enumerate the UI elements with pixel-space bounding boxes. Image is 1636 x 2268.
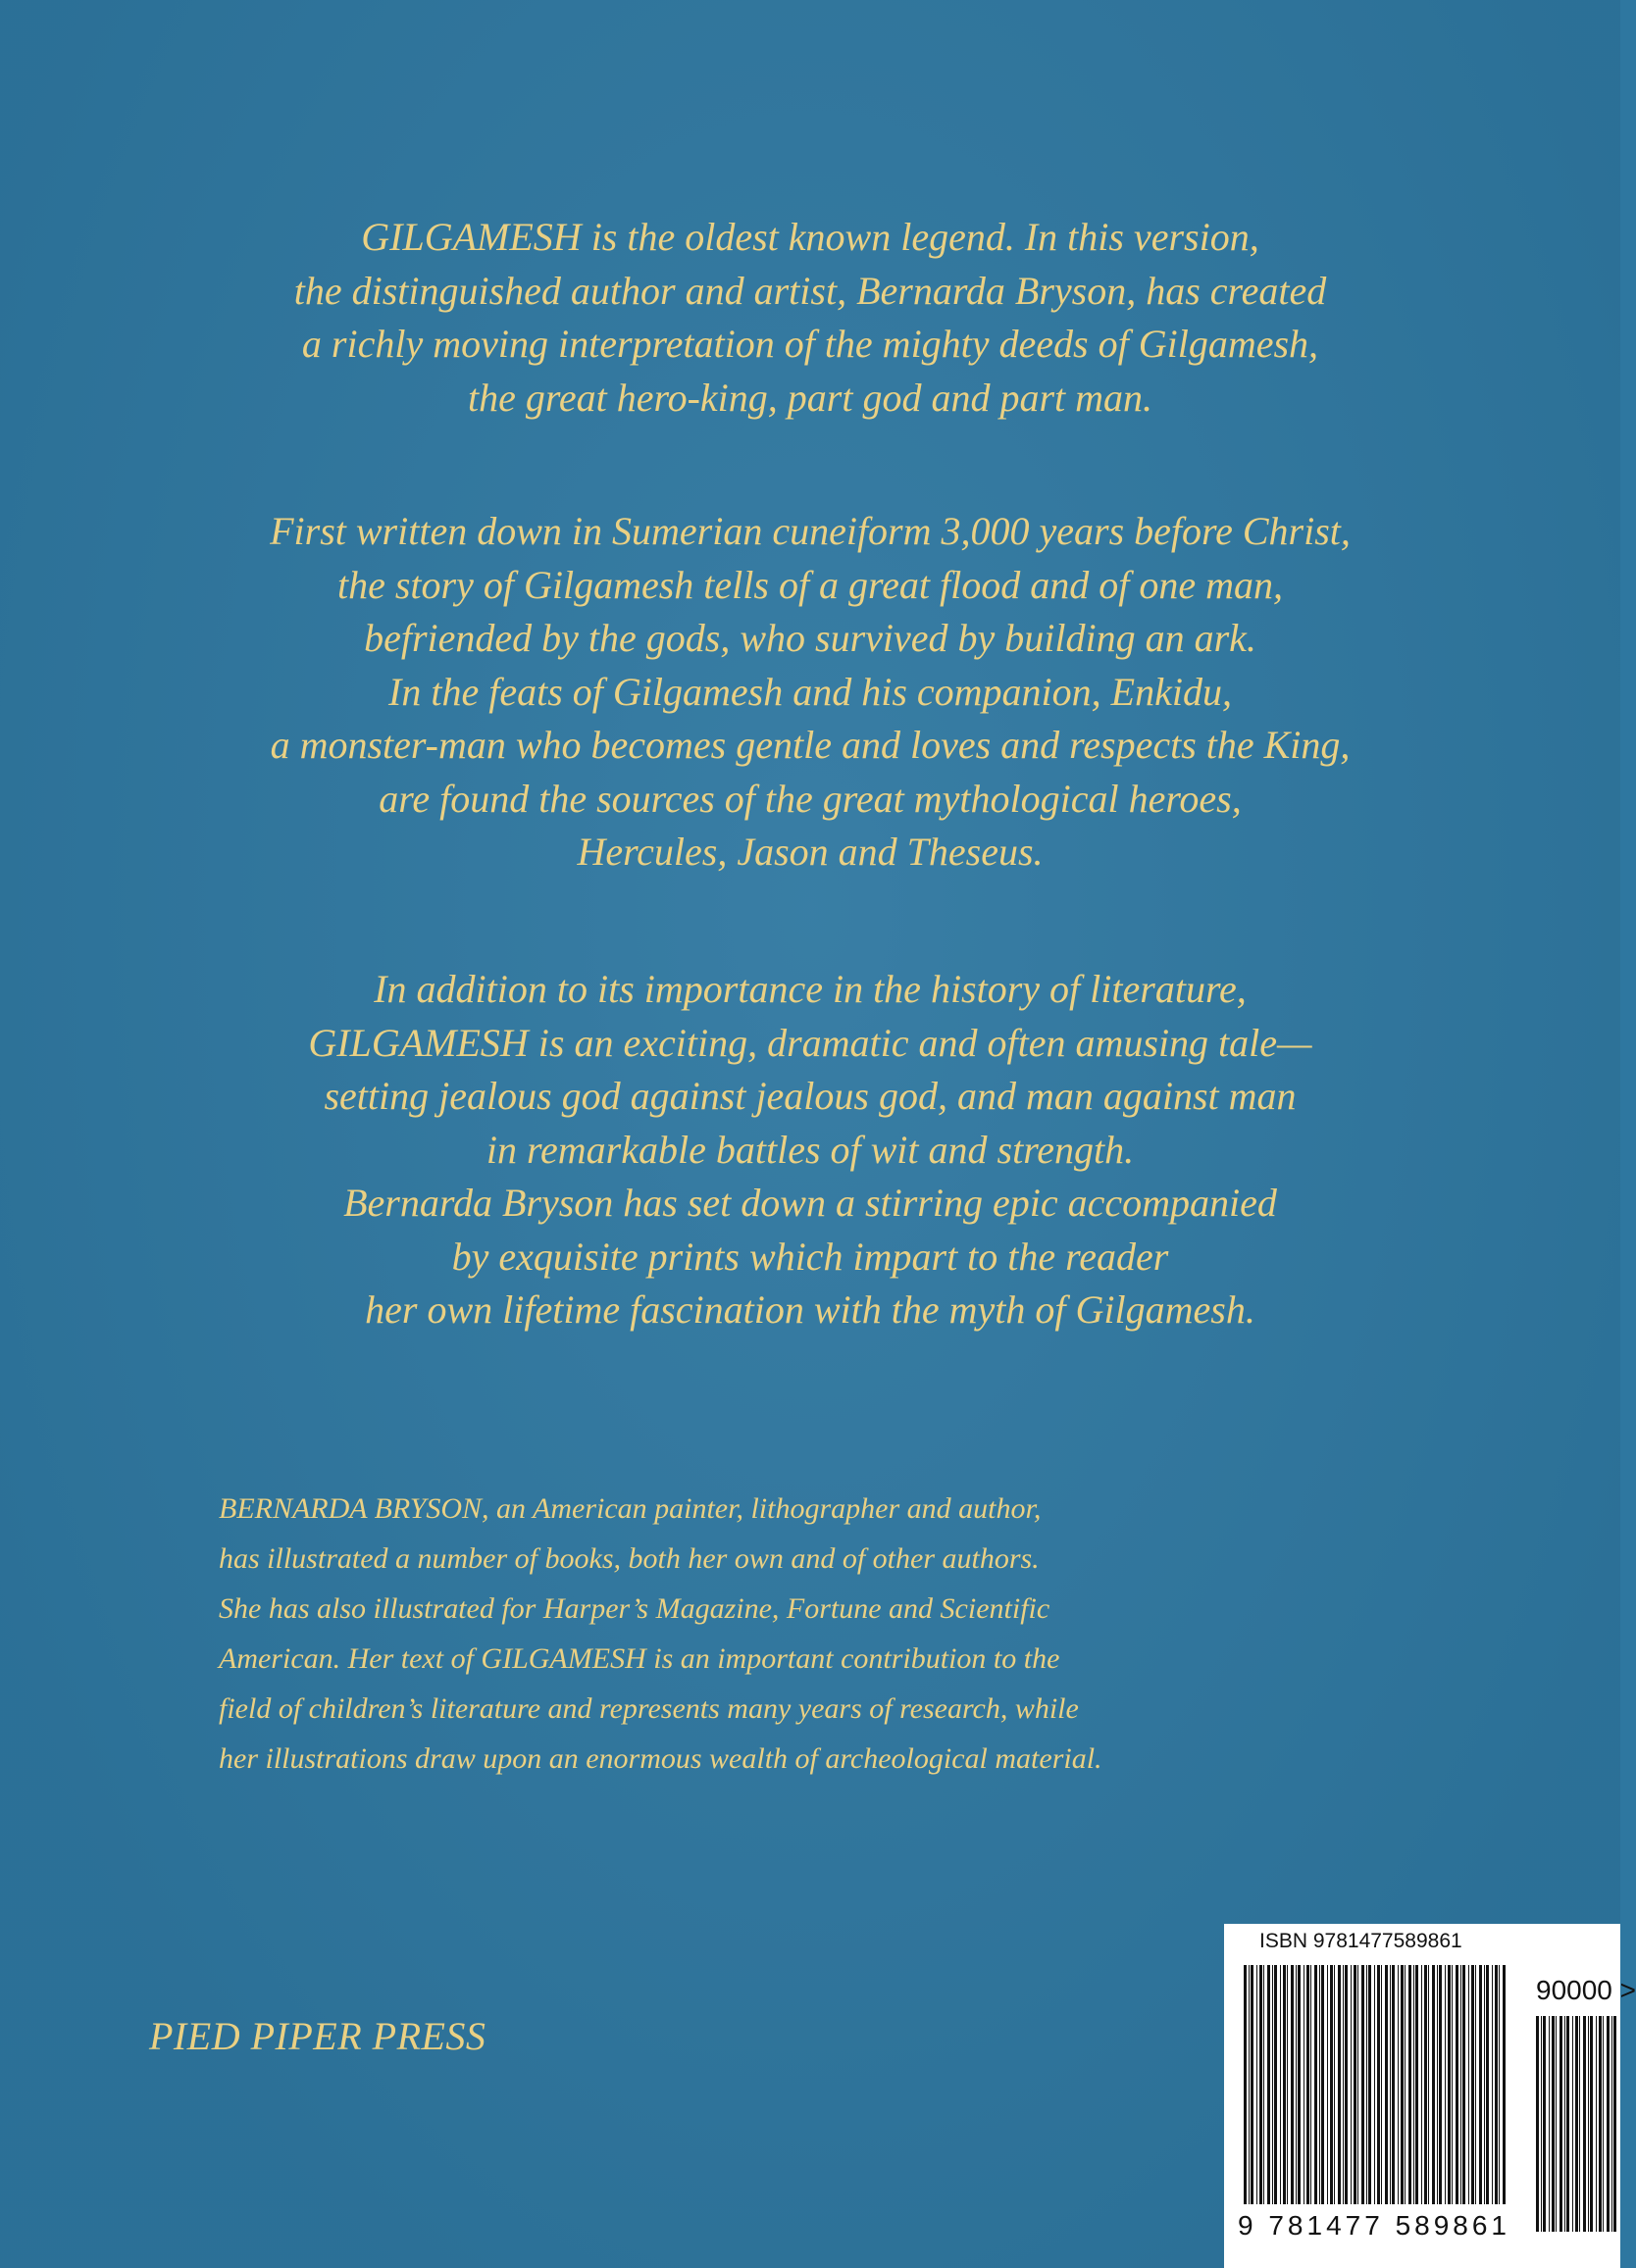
barcode-stripe bbox=[1368, 1965, 1371, 2204]
barcode-stripe bbox=[1251, 1965, 1253, 2204]
barcode-stripe bbox=[1495, 1965, 1498, 2204]
blurb-line: Hercules, Jason and Theseus. bbox=[577, 830, 1044, 874]
barcode-stripe bbox=[1439, 1965, 1442, 2204]
barcode-stripe bbox=[1468, 1965, 1469, 2204]
barcode-stripe bbox=[1543, 2016, 1546, 2232]
barcode-stripe bbox=[1413, 1965, 1414, 2204]
barcode-stripe bbox=[1603, 2016, 1604, 2232]
blurb-line: In addition to its importance in the history of literature, bbox=[374, 967, 1247, 1011]
barcode-stripe bbox=[1452, 1965, 1453, 2204]
barcode-stripe bbox=[1287, 1965, 1288, 2204]
blurb-line: the story of Gilgamesh tells of a great flood and of one man, bbox=[336, 562, 1283, 607]
barcode-stripe bbox=[1280, 1965, 1281, 2204]
blurb-line: in remarkable battles of wit and strength. bbox=[486, 1127, 1135, 1172]
barcode-stripe bbox=[1377, 1965, 1380, 2204]
barcode-stripe bbox=[1536, 2016, 1539, 2232]
barcode-stripe bbox=[1579, 2016, 1580, 2232]
barcode-stripe bbox=[1424, 1965, 1427, 2204]
barcode-stripe bbox=[1549, 2016, 1550, 2232]
barcode-stripe bbox=[1310, 1965, 1311, 2204]
barcode-stripe bbox=[1479, 1965, 1482, 2204]
blurb-line: a monster-man who becomes gentle and loves and respects the King, bbox=[270, 723, 1351, 767]
barcode-stripe bbox=[1559, 2016, 1562, 2232]
barcode-stripe bbox=[1590, 2016, 1593, 2232]
barcode-label bbox=[1224, 1924, 1636, 2268]
barcode-stripe bbox=[1456, 1965, 1458, 2204]
barcode-stripe bbox=[1354, 1965, 1356, 2204]
barcode-stripe bbox=[1259, 1965, 1262, 2204]
barcode-stripe bbox=[1334, 1965, 1335, 2204]
barcode-stripe bbox=[1338, 1965, 1341, 2204]
barcode-stripe bbox=[1445, 1965, 1446, 2204]
barcode-stripe bbox=[1484, 1965, 1485, 2204]
blurb-line: befriended by the gods, who survived by building an ark. bbox=[364, 616, 1256, 660]
barcode-stripe bbox=[1599, 2016, 1602, 2232]
barcode-stripe bbox=[1596, 2016, 1597, 2232]
barcode-stripe bbox=[1475, 1965, 1476, 2204]
barcode-stripe bbox=[1460, 1965, 1461, 2204]
blurb-paragraph-2 bbox=[0, 505, 1620, 880]
blurb-line: her own lifetime fascination with the myth of Gilgamesh. bbox=[365, 1287, 1255, 1332]
barcode-stripe bbox=[1327, 1965, 1328, 2204]
barcode-stripe bbox=[1432, 1965, 1435, 2204]
blurb-line: the great hero-king, part god and part man. bbox=[467, 375, 1153, 420]
bio-line: field of children’s literature and represents many years of research, while bbox=[219, 1692, 1079, 1725]
blurb-line: First written down in Sumerian cuneiform 3,000 years before Christ, bbox=[270, 509, 1351, 553]
barcode-digits: 9 781477 589861 bbox=[1238, 2210, 1510, 2241]
barcode-stripe bbox=[1401, 1965, 1404, 2204]
barcode-stripe bbox=[1572, 2016, 1573, 2232]
barcode-stripe bbox=[1263, 1965, 1264, 2204]
blurb-line: GILGAMESH is an exciting, dramatic and often amusing tale— bbox=[308, 1020, 1312, 1065]
barcode-stripe bbox=[1321, 1965, 1324, 2204]
blurb-line: by exquisite prints which impart to the reader bbox=[451, 1234, 1169, 1279]
barcode-stripe bbox=[1267, 1965, 1270, 2204]
barcode-stripe bbox=[1448, 1965, 1451, 2204]
barcode-stripe bbox=[1437, 1965, 1438, 2204]
barcode-stripe bbox=[1357, 1965, 1358, 2204]
barcode-stripe bbox=[1415, 1965, 1418, 2204]
barcode-stripe bbox=[1575, 2016, 1578, 2232]
barcode-stripe bbox=[1306, 1965, 1309, 2204]
publisher-name: PIED PIPER PRESS bbox=[149, 2014, 486, 2058]
barcode-stripe bbox=[1249, 1965, 1250, 2204]
blurb-line: In the feats of Gilgamesh and his companion, Enkidu, bbox=[388, 669, 1232, 714]
barcode-stripe bbox=[1283, 1965, 1286, 2204]
blurb-line: GILGAMESH is the oldest known legend. In this version, bbox=[361, 215, 1259, 259]
barcode-stripe bbox=[1390, 1965, 1391, 2204]
barcode-stripe bbox=[1556, 2016, 1557, 2232]
barcode-stripe bbox=[1486, 1965, 1489, 2204]
author-bio bbox=[219, 1484, 1494, 1784]
blurb-paragraph-3 bbox=[0, 963, 1620, 1337]
barcode-stripe bbox=[1343, 1965, 1344, 2204]
barcode-stripe bbox=[1611, 2016, 1612, 2232]
barcode-stripe bbox=[1274, 1965, 1277, 2204]
barcode-stripe bbox=[1381, 1965, 1382, 2204]
barcode-stripe bbox=[1296, 1965, 1297, 2204]
barcode-stripe bbox=[1566, 2016, 1569, 2232]
blurb-line: the distinguished author and artist, Bernarda Bryson, has created bbox=[293, 268, 1327, 313]
barcode-stripe bbox=[1428, 1965, 1429, 2204]
barcode-stripe bbox=[1405, 1965, 1406, 2204]
blurb-line: Bernarda Bryson has set down a stirring epic accompanied bbox=[343, 1181, 1277, 1225]
barcode-stripe bbox=[1499, 1965, 1500, 2204]
barcode-stripe bbox=[1541, 2016, 1542, 2232]
barcode-stripe bbox=[1503, 1965, 1506, 2204]
barcode-stripe bbox=[1392, 1965, 1395, 2204]
bio-line: American. Her text of GILGAMESH is an important contribution to the bbox=[219, 1642, 1060, 1675]
barcode-stripe bbox=[1552, 2016, 1555, 2232]
barcode-stripe bbox=[1492, 1965, 1493, 2204]
bio-line: She has also illustrated for Harper’s Magazine, Fortune and Scientific bbox=[219, 1592, 1050, 1625]
blurb-paragraph-1 bbox=[0, 211, 1620, 425]
barcode-stripe bbox=[1564, 2016, 1565, 2232]
barcode-stripe bbox=[1291, 1965, 1294, 2204]
barcode-addon-bars bbox=[1536, 2016, 1620, 2232]
blurb-line: setting jealous god against jealous god, and man against man bbox=[324, 1074, 1297, 1118]
barcode-stripe bbox=[1385, 1965, 1388, 2204]
blurb-line: a richly moving interpretation of the mighty deeds of Gilgamesh, bbox=[301, 322, 1319, 366]
barcode-stripe bbox=[1462, 1965, 1465, 2204]
barcode-stripe bbox=[1408, 1965, 1411, 2204]
barcode-stripe bbox=[1421, 1965, 1422, 2204]
barcode-stripe bbox=[1361, 1965, 1364, 2204]
barcode-stripe bbox=[1366, 1965, 1367, 2204]
barcode-bars bbox=[1244, 1965, 1508, 2204]
barcode-stripe bbox=[1256, 1965, 1257, 2204]
barcode-stripe bbox=[1244, 1965, 1247, 2204]
blurb-line: are found the sources of the great mythological heroes, bbox=[379, 776, 1242, 821]
barcode-stripe bbox=[1398, 1965, 1399, 2204]
bio-line: her illustrations draw upon an enormous wealth of archeological material. bbox=[219, 1742, 1102, 1775]
barcode-stripe bbox=[1583, 2016, 1586, 2232]
barcode-stripe bbox=[1374, 1965, 1375, 2204]
barcode-stripe bbox=[1351, 1965, 1352, 2204]
barcode-stripe bbox=[1298, 1965, 1301, 2204]
barcode-stripe bbox=[1330, 1965, 1333, 2204]
barcode-stripe bbox=[1588, 2016, 1589, 2232]
barcode-stripe bbox=[1314, 1965, 1317, 2204]
barcode-stripe bbox=[1272, 1965, 1273, 2204]
barcode-stripe bbox=[1345, 1965, 1348, 2204]
barcode-stripe bbox=[1607, 2016, 1610, 2232]
barcode-stripe bbox=[1613, 2016, 1616, 2232]
bio-line: BERNARDA BRYSON, an American painter, lithographer and author, bbox=[219, 1492, 1042, 1525]
bio-line: has illustrated a number of books, both her own and of other authors. bbox=[219, 1542, 1040, 1575]
price-code: 90000 > bbox=[1536, 1975, 1636, 2005]
barcode-stripe bbox=[1319, 1965, 1320, 2204]
isbn-text: ISBN 9781477589861 bbox=[1259, 1930, 1462, 1952]
barcode-stripe bbox=[1471, 1965, 1474, 2204]
